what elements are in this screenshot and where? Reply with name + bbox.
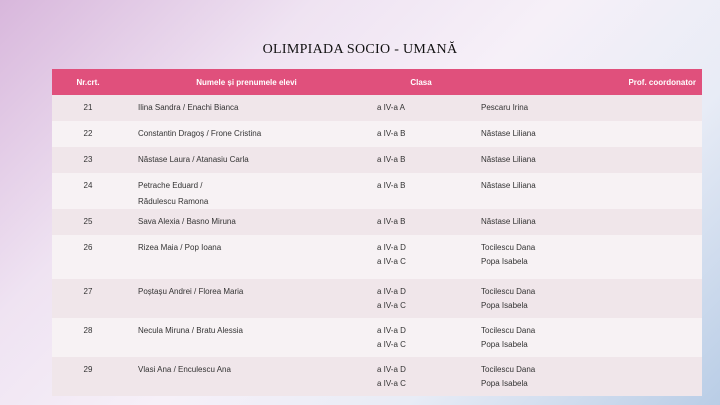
header-name: Numele și prenumele elevi <box>124 69 369 95</box>
cell-coordinator-line: Năstase Liliana <box>481 129 536 138</box>
cell-coordinator <box>473 318 702 357</box>
cell-coordinator-line: Tocilescu Dana <box>481 326 536 335</box>
table-row <box>52 318 702 357</box>
cell-nr <box>52 209 124 235</box>
cell-coordinator <box>473 279 702 318</box>
cell-class-line: a IV-a B <box>377 155 406 164</box>
cell-class-line: a IV-a D <box>377 365 406 374</box>
cell-name-line: Rizea Maia / Pop Ioana <box>138 243 222 252</box>
cell-class <box>369 173 473 209</box>
cell-name <box>124 121 369 147</box>
cell-coordinator-line: Popa Isabela <box>481 340 528 349</box>
cell-nr <box>52 357 124 396</box>
cell-name-line: Ilina Sandra / Enachi Bianca <box>138 103 239 112</box>
cell-nr <box>52 235 124 279</box>
cell-coordinator <box>473 147 702 173</box>
table-row <box>52 121 702 147</box>
cell-coordinator-line: Tocilescu Dana <box>481 287 536 296</box>
cell-name-line: Năstase Laura / Atanasiu Carla <box>138 155 249 164</box>
cell-coordinator <box>473 235 702 279</box>
table-row <box>52 279 702 318</box>
cell-class-line: a IV-a C <box>377 379 406 388</box>
page-title: OLIMPIADA SOCIO - UMANĂ <box>262 42 458 57</box>
table-row <box>52 147 702 173</box>
cell-class-line: a IV-a A <box>377 103 406 112</box>
cell-class-line: a IV-a B <box>377 129 406 138</box>
cell-class <box>369 209 473 235</box>
cell-nr-value: 24 <box>83 181 93 190</box>
table-row <box>52 95 702 121</box>
cell-class <box>369 121 473 147</box>
cell-name-line: Petrache Eduard / <box>138 181 203 190</box>
cell-nr <box>52 318 124 357</box>
cell-coordinator <box>473 173 702 209</box>
cell-coordinator-line: Năstase Liliana <box>481 217 536 226</box>
cell-name <box>124 173 369 209</box>
cell-class-line: a IV-a C <box>377 257 406 266</box>
cell-name <box>124 147 369 173</box>
cell-class <box>369 318 473 357</box>
cell-coordinator-line: Pescaru Irina <box>481 103 529 112</box>
cell-coordinator-line: Popa Isabela <box>481 301 528 310</box>
cell-class <box>369 147 473 173</box>
cell-nr-value: 22 <box>83 129 93 138</box>
cell-class-line: a IV-a B <box>377 181 406 190</box>
cell-class <box>369 279 473 318</box>
table-row <box>52 209 702 235</box>
cell-nr <box>52 147 124 173</box>
cell-nr <box>52 173 124 209</box>
table-row <box>52 173 702 209</box>
table-body <box>52 95 702 396</box>
cell-nr-value: 23 <box>83 155 93 164</box>
header-coordinator: Prof. coordonator <box>473 69 702 95</box>
cell-nr-value: 26 <box>83 243 93 252</box>
cell-coordinator-line: Năstase Liliana <box>481 181 536 190</box>
cell-nr-value: 21 <box>83 103 93 112</box>
cell-name <box>124 209 369 235</box>
cell-nr-value: 27 <box>83 287 93 296</box>
cell-name-line: Vlasi Ana / Enculescu Ana <box>138 365 231 374</box>
cell-name-line: Rădulescu Ramona <box>138 197 209 206</box>
participants-table <box>52 69 702 396</box>
cell-class-line: a IV-a D <box>377 326 406 335</box>
cell-name <box>124 235 369 279</box>
table-row <box>52 357 702 396</box>
cell-name-line: Necula Miruna / Bratu Alessia <box>138 326 243 335</box>
cell-nr <box>52 121 124 147</box>
cell-coordinator-line: Tocilescu Dana <box>481 243 536 252</box>
cell-coordinator <box>473 95 702 121</box>
cell-nr-value: 25 <box>83 217 93 226</box>
cell-name-line: Poștașu Andrei / Florea Maria <box>138 287 244 296</box>
cell-coordinator <box>473 121 702 147</box>
cell-class-line: a IV-a B <box>377 217 406 226</box>
cell-class <box>369 95 473 121</box>
cell-class <box>369 357 473 396</box>
cell-name <box>124 357 369 396</box>
header-class: Clasa <box>369 69 473 95</box>
cell-class-line: a IV-a C <box>377 301 406 310</box>
cell-nr-value: 28 <box>83 326 93 335</box>
cell-class <box>369 235 473 279</box>
cell-nr <box>52 279 124 318</box>
cell-class-line: a IV-a D <box>377 287 406 296</box>
table-row <box>52 235 702 279</box>
cell-name-line: Constantin Dragoș / Frone Cristina <box>138 129 262 138</box>
cell-name-line: Sava Alexia / Basno Miruna <box>138 217 236 226</box>
cell-nr <box>52 95 124 121</box>
table-header-row <box>52 69 702 95</box>
cell-coordinator-line: Popa Isabela <box>481 257 528 266</box>
cell-coordinator-line: Năstase Liliana <box>481 155 536 164</box>
cell-coordinator <box>473 209 702 235</box>
cell-coordinator <box>473 357 702 396</box>
cell-class-line: a IV-a C <box>377 340 406 349</box>
cell-class-line: a IV-a D <box>377 243 406 252</box>
header-nr: Nr.crt. <box>52 69 124 95</box>
cell-name <box>124 279 369 318</box>
cell-name <box>124 318 369 357</box>
cell-coordinator-line: Tocilescu Dana <box>481 365 536 374</box>
cell-name <box>124 95 369 121</box>
cell-nr-value: 29 <box>83 365 93 374</box>
cell-coordinator-line: Popa Isabela <box>481 379 528 388</box>
